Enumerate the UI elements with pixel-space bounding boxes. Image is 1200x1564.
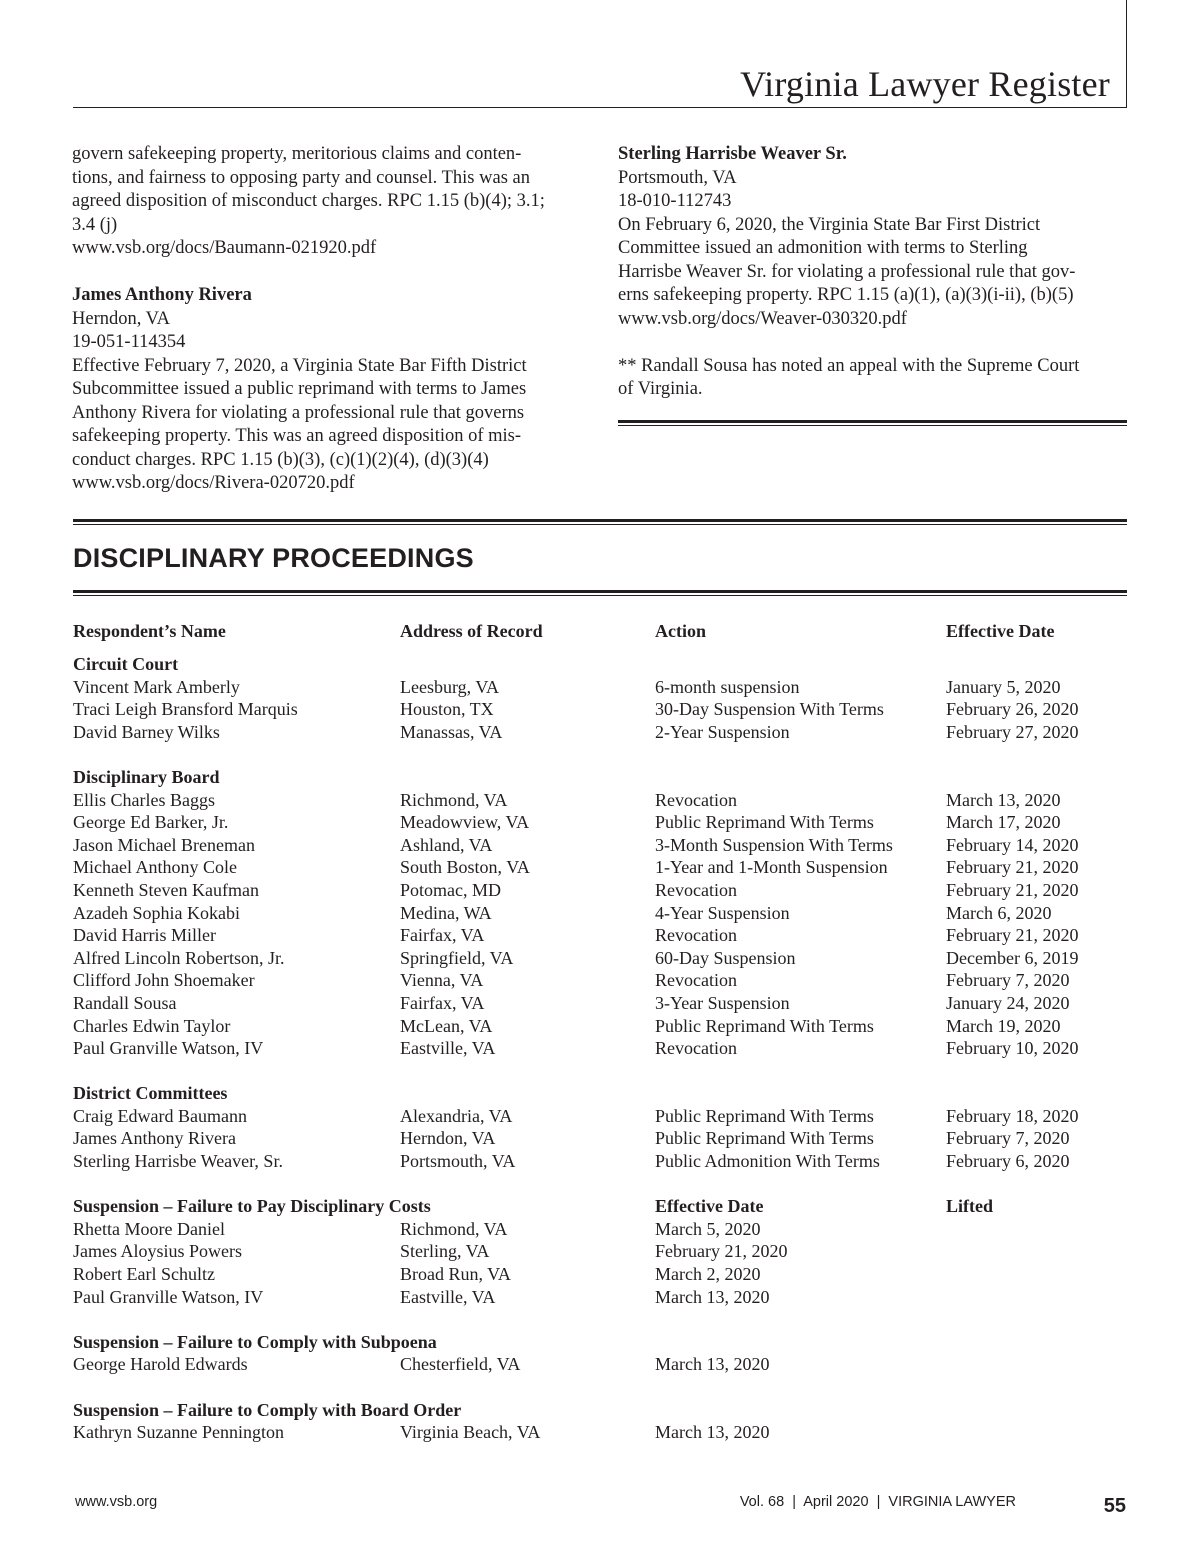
address-of-record: Leesburg, VA: [400, 676, 499, 697]
table-row: [73, 969, 1127, 992]
group-heading-circuit-court: Circuit Court: [73, 654, 179, 674]
respondent-name: Paul Granville Watson, IV: [73, 1038, 264, 1059]
action: Revocation: [655, 879, 737, 900]
effective-date: March 19, 2020: [946, 1015, 1061, 1036]
action: Revocation: [655, 1038, 737, 1059]
lifted-header: Lifted: [946, 1196, 993, 1217]
address-of-record: South Boston, VA: [400, 857, 530, 878]
respondent-name: Ellis Charles Baggs: [73, 789, 215, 810]
table-row: [73, 1105, 1127, 1128]
action: 60-Day Suspension: [655, 947, 796, 968]
table-row: [73, 1037, 1127, 1060]
column-header: Effective Date: [946, 621, 1055, 641]
footer-website[interactable]: www.vsb.org: [75, 1494, 158, 1510]
section-bottom-rule: [73, 590, 1127, 596]
respondent-name: Azadeh Sophia Kokabi: [73, 902, 240, 923]
respondent-name: Charles Edwin Taylor: [73, 1015, 231, 1036]
respondent-name: Traci Leigh Bransford Marquis: [73, 699, 298, 720]
effective-date: March 13, 2020: [655, 1422, 770, 1443]
entry-body-line: erns safekeeping property. RPC 1.15 (a)(1), (a)(3)(i-ii), (b)(5): [618, 285, 1074, 305]
respondent-name: James Anthony Rivera: [73, 1128, 236, 1149]
respondent-name: Craig Edward Baumann: [73, 1105, 247, 1126]
table-row: [73, 902, 1127, 925]
column-header: Address of Record: [400, 621, 543, 641]
group-heading-failure-board-order: Suspension – Failure to Comply with Board Order: [73, 1399, 462, 1420]
respondent-name: Jason Michael Breneman: [73, 834, 255, 855]
entry-link[interactable]: www.vsb.org/docs/Rivera-020720.pdf: [72, 473, 355, 493]
effective-date: February 21, 2020: [655, 1241, 788, 1262]
action: 30-Day Suspension With Terms: [655, 699, 884, 720]
effective-date: March 13, 2020: [946, 789, 1061, 810]
action: Public Reprimand With Terms: [655, 1105, 874, 1126]
respondent-name: Michael Anthony Cole: [73, 857, 237, 878]
effective-date-header: Effective Date: [655, 1196, 764, 1217]
effective-date: February 14, 2020: [946, 834, 1079, 855]
group-heading-district-committees: District Committees: [73, 1083, 228, 1104]
table-row: [73, 721, 1127, 744]
section-top-rule: [73, 519, 1127, 525]
address-of-record: Medina, WA: [400, 902, 492, 923]
respondent-name: James Aloysius Powers: [73, 1241, 243, 1262]
address-of-record: Portsmouth, VA: [400, 1151, 516, 1172]
address-of-record: Richmond, VA: [400, 789, 508, 810]
address-of-record: Fairfax, VA: [400, 992, 485, 1013]
address-of-record: Vienna, VA: [400, 970, 484, 991]
action: 3-Year Suspension: [655, 992, 790, 1013]
table-row: [73, 879, 1127, 902]
group-heading-failure-to-pay: Suspension – Failure to Pay Disciplinary Costs Effective Date Lifted: [73, 1195, 1127, 1218]
table-row: [73, 1263, 1127, 1286]
effective-date: February 21, 2020: [946, 925, 1079, 946]
section-title: DISCIPLINARY PROCEEDINGS: [73, 543, 474, 573]
table-row: [73, 947, 1127, 970]
respondent-name: Rhetta Moore Daniel: [73, 1218, 225, 1239]
column-header: Respondent’s Name: [73, 621, 226, 641]
respondent-name: David Harris Miller: [73, 925, 216, 946]
entry-body-line: On February 6, 2020, the Virginia State Bar First District: [618, 214, 1041, 235]
table-row: [73, 698, 1127, 721]
respondent-name: David Barney Wilks: [73, 721, 220, 742]
entry-location: Portsmouth, VA: [618, 167, 737, 188]
table-header-row: [73, 619, 1127, 653]
address-of-record: Potomac, MD: [400, 879, 501, 900]
entry-link[interactable]: www.vsb.org/docs/Weaver-030320.pdf: [618, 308, 907, 329]
footer-issue: Vol. 68 | April 2020 | VIRGINIA LAWYER: [739, 1494, 1016, 1510]
entry-body-line: Subcommittee issued a public reprimand with terms to James: [72, 379, 527, 399]
action: Revocation: [655, 789, 737, 810]
action: 6-month suspension: [655, 676, 800, 697]
entry-body-line: Committee issued an admonition with terms to Sterling: [618, 238, 1028, 258]
table-row: [73, 1240, 1127, 1263]
respondent-name: Clifford John Shoemaker: [73, 970, 255, 991]
table-row: [73, 856, 1127, 879]
header-vertical-rule: [1126, 0, 1127, 108]
address-of-record: Eastville, VA: [400, 1286, 496, 1307]
effective-date: December 6, 2019: [946, 947, 1079, 968]
table-row: [73, 992, 1127, 1015]
intro-text-line: agreed disposition of misconduct charges. RPC 1.15 (b)(4); 3.1;: [72, 191, 545, 211]
page-header-title: Virginia Lawyer Register: [740, 64, 1110, 104]
action: Public Reprimand With Terms: [655, 1128, 874, 1149]
column-header: Action: [655, 621, 706, 641]
address-of-record: Manassas, VA: [400, 721, 503, 742]
action: 2-Year Suspension: [655, 721, 790, 742]
intro-text-line: tions, and fairness to opposing party and counsel. This was an: [72, 167, 530, 188]
appeal-note: of Virginia.: [618, 379, 703, 399]
effective-date: March 2, 2020: [655, 1264, 761, 1285]
table-row: [73, 1127, 1127, 1150]
address-of-record: Ashland, VA: [400, 834, 493, 855]
entry-docket: 19-051-114354: [72, 332, 186, 352]
respondent-name: Vincent Mark Amberly: [73, 676, 240, 697]
table-row: [73, 1353, 1127, 1376]
proceedings-table: [73, 619, 1127, 1444]
respondent-name: Kenneth Steven Kaufman: [73, 879, 259, 900]
intro-text-line: govern safekeeping property, meritorious claims and conten-: [72, 144, 522, 164]
effective-date: February 10, 2020: [946, 1038, 1079, 1059]
right-column: [618, 143, 1128, 402]
respondent-name: Paul Granville Watson, IV: [73, 1286, 264, 1307]
appeal-note: ** Randall Sousa has noted an appeal with the Supreme Court: [618, 355, 1080, 376]
entry-body-line: conduct charges. RPC 1.15 (b)(3), (c)(1)(2)(4), (d)(3)(4): [72, 449, 489, 470]
respondent-name: Sterling Harrisbe Weaver, Sr.: [73, 1151, 283, 1172]
effective-date: March 13, 2020: [655, 1286, 770, 1307]
entry-location: Herndon, VA: [72, 308, 170, 329]
table-row: [73, 789, 1127, 812]
action: Public Admonition With Terms: [655, 1151, 880, 1172]
table-row: [73, 1015, 1127, 1038]
right-column-end-rule: [618, 420, 1127, 426]
page-number: 55: [1103, 1495, 1126, 1517]
intro-text-line: 3.4 (j): [72, 214, 118, 235]
effective-date: February 18, 2020: [946, 1105, 1079, 1126]
effective-date: February 21, 2020: [946, 857, 1079, 878]
address-of-record: Springfield, VA: [400, 947, 514, 968]
address-of-record: Richmond, VA: [400, 1218, 508, 1239]
address-of-record: Chesterfield, VA: [400, 1354, 521, 1375]
intro-link[interactable]: www.vsb.org/docs/Baumann-021920.pdf: [72, 238, 377, 258]
entry-body-line: Harrisbe Weaver Sr. for violating a professional rule that gov-: [618, 261, 1076, 282]
effective-date: February 7, 2020: [946, 970, 1070, 991]
action: Revocation: [655, 970, 737, 991]
table-row: [73, 834, 1127, 857]
action: 4-Year Suspension: [655, 902, 790, 923]
address-of-record: Sterling, VA: [400, 1241, 490, 1262]
action: Public Reprimand With Terms: [655, 1015, 874, 1036]
entry-body-line: safekeeping property. This was an agreed disposition of mis-: [72, 426, 522, 446]
header-rule: [73, 107, 1127, 108]
effective-date: February 26, 2020: [946, 699, 1079, 720]
table-row: [73, 676, 1127, 699]
left-column: [72, 143, 592, 496]
address-of-record: Virginia Beach, VA: [400, 1422, 541, 1443]
entry-name: Sterling Harrisbe Weaver Sr.: [618, 144, 847, 164]
effective-date: January 24, 2020: [946, 992, 1070, 1013]
entry-body-line: Effective February 7, 2020, a Virginia State Bar Fifth District: [72, 355, 527, 376]
respondent-name: Alfred Lincoln Robertson, Jr.: [73, 947, 285, 968]
effective-date: March 5, 2020: [655, 1218, 761, 1239]
effective-date: March 6, 2020: [946, 902, 1052, 923]
group-heading-failure-subpoena: Suspension – Failure to Comply with Subpoena: [73, 1331, 437, 1352]
effective-date: March 13, 2020: [655, 1354, 770, 1375]
address-of-record: Broad Run, VA: [400, 1264, 511, 1285]
address-of-record: Alexandria, VA: [400, 1105, 513, 1126]
entry-body-line: Anthony Rivera for violating a professional rule that governs: [72, 402, 525, 423]
entry-docket: 18-010-112743: [618, 191, 732, 211]
address-of-record: Eastville, VA: [400, 1038, 496, 1059]
group-heading-disciplinary-board: Disciplinary Board: [73, 766, 220, 787]
action: Revocation: [655, 925, 737, 946]
effective-date: February 7, 2020: [946, 1128, 1070, 1149]
action: Public Reprimand With Terms: [655, 812, 874, 833]
respondent-name: George Harold Edwards: [73, 1354, 248, 1375]
table-row: [73, 1150, 1127, 1173]
address-of-record: Houston, TX: [400, 699, 494, 720]
effective-date: March 17, 2020: [946, 812, 1061, 833]
respondent-name: Randall Sousa: [73, 992, 177, 1013]
entry-name: James Anthony Rivera: [72, 285, 252, 305]
table-row: [73, 1286, 1127, 1309]
table-row: [73, 811, 1127, 834]
table-row: [73, 1421, 1127, 1444]
action: 1-Year and 1-Month Suspension: [655, 857, 888, 878]
respondent-name: Kathryn Suzanne Pennington: [73, 1422, 284, 1443]
address-of-record: McLean, VA: [400, 1015, 493, 1036]
action: 3-Month Suspension With Terms: [655, 834, 893, 855]
effective-date: February 6, 2020: [946, 1151, 1070, 1172]
respondent-name: Robert Earl Schultz: [73, 1264, 215, 1285]
effective-date: January 5, 2020: [946, 676, 1061, 697]
address-of-record: Herndon, VA: [400, 1128, 496, 1149]
address-of-record: Meadowview, VA: [400, 812, 530, 833]
effective-date: February 21, 2020: [946, 879, 1079, 900]
respondent-name: George Ed Barker, Jr.: [73, 812, 229, 833]
effective-date: February 27, 2020: [946, 721, 1079, 742]
table-row: [73, 1218, 1127, 1241]
table-row: [73, 924, 1127, 947]
address-of-record: Fairfax, VA: [400, 925, 485, 946]
